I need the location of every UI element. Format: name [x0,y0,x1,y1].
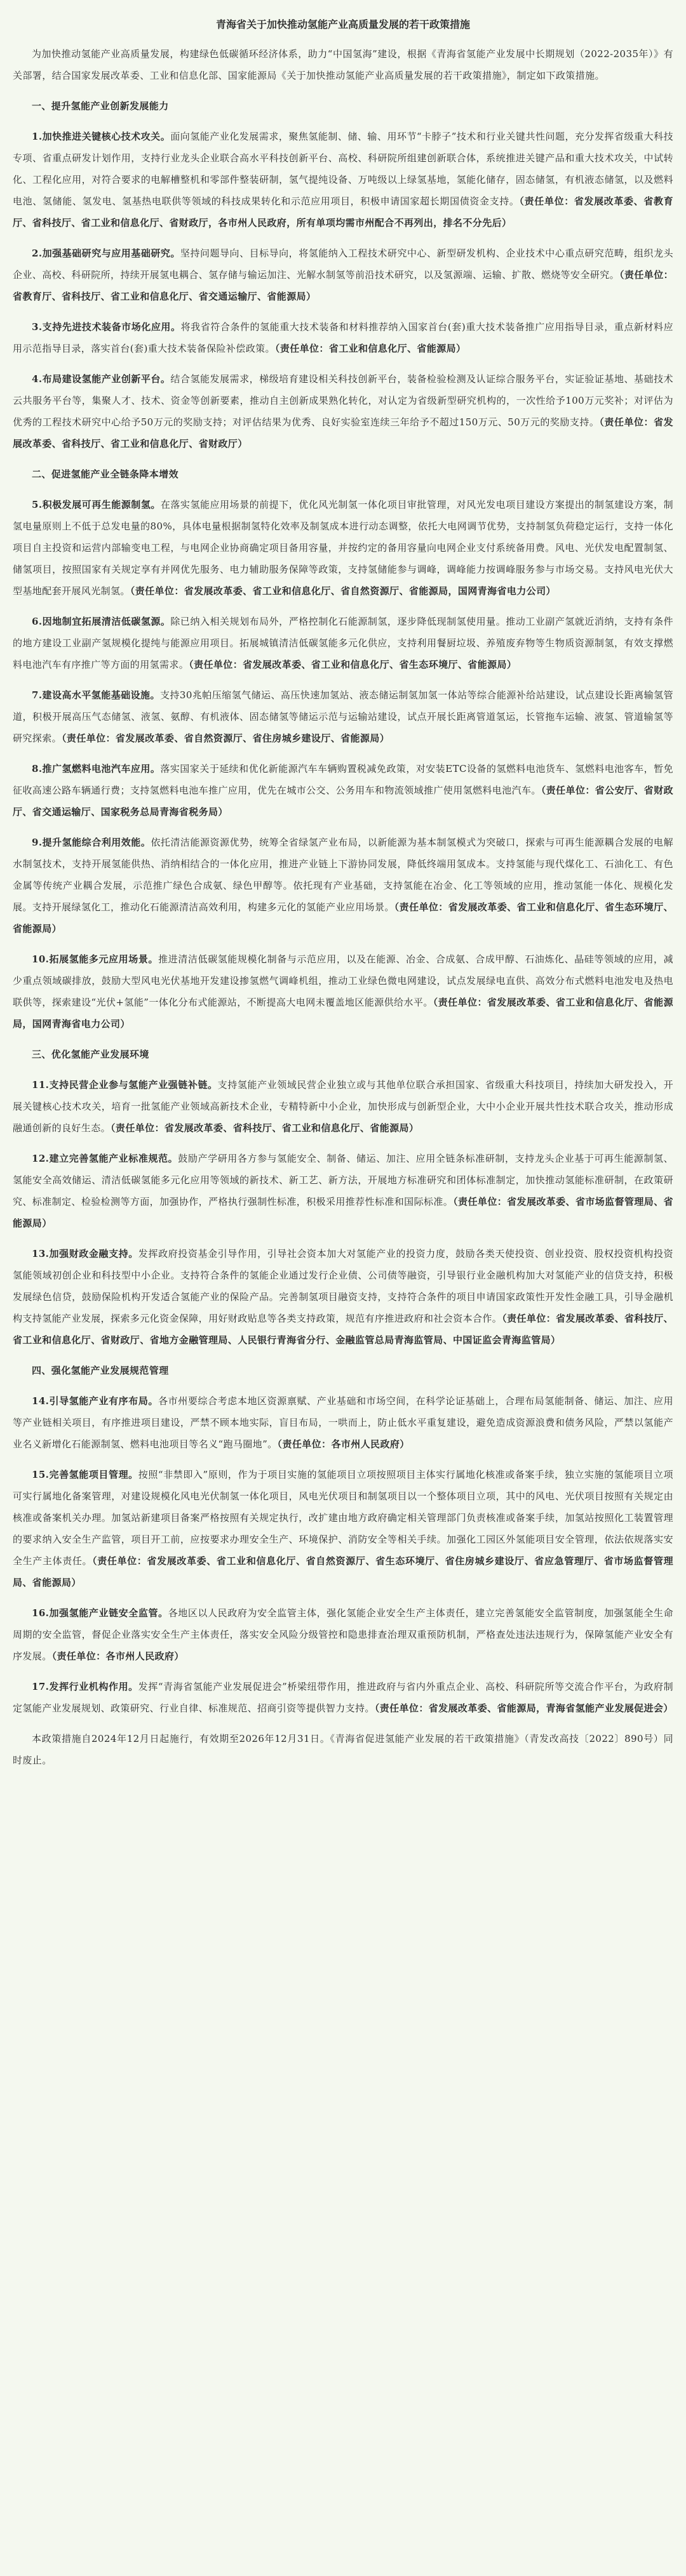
policy-item [13,1148,673,1234]
item-lead: 2.加强基础研究与应用基础研究。 [32,248,180,259]
section-heading: 四、强化氢能产业发展规范管理 [32,1365,169,1376]
document-title: 青海省关于加快推动氢能产业高质量发展的若干政策措施 [215,18,470,30]
policy-item [13,494,673,602]
policy-item [13,126,673,234]
responsible-units: （责任单位：省发展改革委、省市场监督管理局、省能源局） [13,1196,673,1229]
policy-item [13,611,673,675]
item-lead: 5.积极发展可再生能源制氢。 [32,499,161,510]
item-body: 按照“非禁即入”原则，作为于项目实施的氢能项目立项按照项目主体实行属地化核准或备案手续，独立实施的氢能项目立项可实行属地化备案管理，对建设规模化风电光伏制氢一体化项目，风电光伏项目和制氢项目以一个整体项目立项，其中的风电、光伏项目按照有关规定由核准或备案机关办理。加氢站新建项目备案严格按照有关规定执行，改扩建由地方政府确定相关管理部门负责核准或备案手续，加氢站按照化工装置管理的要求纳入安全生产监管，项目开工前，应按要求办理安全生产、环境保护、消防安全等相关手续。加强化工园区外氢能项目安全管理，依法依规落实安全生产主体责任。 [13,1469,673,1567]
section-heading: 一、提升氢能产业创新发展能力 [32,100,169,112]
policy-item [13,684,673,749]
policy-item [13,832,673,939]
policy-item [13,1464,673,1593]
item-lead: 14.引导氢能产业有序布局。 [32,1395,159,1407]
item-lead: 9.提升氢能综合利用效能。 [32,837,151,848]
item-body: 坚持问题导向、目标导向，将氢能纳入工程技术研究中心、新型研发机构、企业技术中心重点研究范畴，组织龙头企业、高校、科研院所，持续开展氢电耦合、氢存储与输运加注、光解水制氢等前沿技术研究，以及氢源端、运输、扩散、燃烧等安全研究。 [13,248,673,281]
policy-item [13,1074,673,1139]
policy-item [13,1676,673,1719]
responsible-units: （责任单位：省发展改革委、省科技厅、省工业和信息化厅、省能源局） [111,1122,419,1134]
policy-item [13,1390,673,1455]
item-body: 依托清洁能源资源优势，统筹全省绿氢产业布局，以新能源为基本制氢模式为突破口，探索与可再生能源耦合发展的电解水制氢技术，支持开展氢能供热、消纳相结合的一体化应用，推进产业链上下游协同发展，降低终端用氢成本。支持氢能与现代煤化工、石油化工、有色金属等传统产业耦合发展，示范推广绿色合成氨、绿色甲醇等。依托现有产业基础，支持氢能在冶金、化工等领域的应用，推动氢能一体化、规模化发展。支持开展绿氢化工，推动化石能源清洁高效利用，构建多元化的氢能产业应用场景。 [13,837,673,913]
policy-item [13,1602,673,1667]
item-body: 发挥政府投资基金引导作用，引导社会资本加大对氢能产业的投资力度，鼓励各类天使投资、创业投资、股权投资机构投资氢能领域初创企业和科技型中小企业。支持符合条件的氢能企业通过发行企业债、公司债等融资，引导银行业金融机构加大对氢能产业的信贷支持，积极发展绿色信贷，鼓励保险机构开发适合氢能产业的保险产品。完善制氢项目融资支持，支持符合条件的项目申请国家政策性开发性金融工具，引导金融机构支持氢能产业发展，探索多元化资金保障，用好财政贴息等各类支持政策，规范有序推进政府和社会资本合作。 [13,1248,673,1324]
item-lead: 17.发挥行业机构作用。 [32,1681,138,1692]
responsible-units: （责任单位：省发展改革委、省工业和信息化厅、省自然资源厅、省生态环境厅、省住房城乡建设厅、省应急管理厅、省市场监督管理局、省能源局） [13,1555,674,1588]
policy-item [13,758,673,823]
item-lead: 8.推广氢燃料电池汽车应用。 [32,763,161,774]
item-body: 将我省符合条件的氢能重大技术装备和材料推荐纳入国家首台(套)重大技术装备推广应用指导目录，重点新材料应用示范指导目录，落实首台(套)重大技术装备保险补偿政策。 [13,321,674,354]
item-lead: 4.布局建设氢能产业创新平台。 [32,373,171,385]
policy-item [13,316,673,359]
section-heading: 二、促进氢能产业全链条降本增效 [32,468,179,480]
item-body: 支持氢能产业领域民营企业独立或与其他单位联合承担国家、省级重大科技项目，持续加大研发投入，开展关键核心技术攻关，培育一批氢能产业领域高新技术企业，专精特新中小企业，加快形成与创新型企业，大中小企业开展共性技术联合攻关，推动形成融通创新的良好生态。 [13,1079,673,1134]
responsible-units: （责任单位：省发展改革委、省科技厅、省工业和信息化厅、省财政厅） [13,416,673,449]
responsible-units: （责任单位：各市州人民政府） [51,1650,184,1662]
responsible-units: （责任单位：省发展改革委、省工业和信息化厅、省生态环境厅、省能源局） [189,659,517,670]
closing-paragraph: 本政策措施自2024年12月日起施行，有效期至2026年12月31日。《青海省促进氢能产业发展的若干政策措施》（青发改高技〔2022〕890号）同时废止。 [13,1733,673,1766]
item-body: 鼓励产学研用各方参与氢能安全、制备、储运、加注、应用全链条标准研制，支持龙头企业基于可再生能源制氢、氢能安全高效储运、清洁低碳氢能多元化应用等领域的新技术、新工艺、新方法，开展地方标准研究和团体标准制定，加快推动氢能标准研制，在政策研究、标准制定、检验检测等方面，加强协作，严格执行强制性标准，积极采用推荐性标准和国际标准。 [13,1153,673,1207]
item-lead: 15.完善氢能项目管理。 [32,1469,138,1480]
responsible-units: （责任单位：省公安厅、省财政厅、省交通运输厅、国家税务总局青海省税务局） [13,785,673,818]
item-lead: 13.加强财政金融支持。 [32,1248,138,1259]
responsible-units: （责任单位：省工业和信息化厅、省能源局） [274,343,466,354]
policy-item [13,368,673,455]
item-lead: 1.加快推进关键核心技术攻关。 [32,131,171,142]
policy-item [13,242,673,307]
item-lead: 16.加强氢能产业链安全监管。 [32,1607,168,1619]
item-lead: 12.建立完善氢能产业标准规范。 [32,1153,178,1164]
responsible-units: （责任单位：省发展改革委、省科技厅、省工业和信息化厅、省财政厅、省地方金融管理局、人民银行青海省分行、金融监管总局青海监管局、中国证监会青海监管局） [13,1313,673,1346]
item-lead: 6.因地制宜拓展清洁低碳氢源。 [32,616,171,627]
item-body: 发挥“青海省氢能产业发展促进会”桥梁纽带作用，推进政府与省内外重点企业、高校、科研院所等交流合作平台，为政府制定氢能产业发展规划、政策研究、行业自律、标准规范、招商引资等提供智力支持。 [13,1681,673,1714]
policy-item [13,1243,673,1351]
item-body: 面向氢能产业化发展需求，聚焦氢能制、储、输、用环节“卡脖子”技术和行业关键共性问题，充分发挥省级重大科技专项、省重点研发计划作用，支持行业龙头企业联合高水平科技创新平台、高校、科研院所组建创新联合体，系统推进关键产品和重大技术攻关，中试转化、工程化应用，对符合要求的电解槽整机和零部件整装研制，氢气提纯设备、万吨级以上绿氢基地，氢能化储存，固态储氢，有机液态储氢，以及燃料电池、氢储能、氢发电、氢基热电联供等领域的科技成果转化和示范应用项目，积极申请国家超长期国债资金支持。 [13,131,673,207]
item-body: 在落实氢能应用场景的前提下，优化风光制氢一体化项目审批管理，对风光发电项目建设方案提出的制氢建设方案，制氢电量原则上不低于总发电量的80%，具体电量根据制氢特化效率及制氢成本进行动态调整，依托大电网调节优势，支持制氢负荷稳定运行，支持一体化项目自主投资和运营内部输变电工程，与电网企业协商确定项目备用容量，并按约定的备用容量向电网企业支付系统备用费。风电、光伏发电配置制氢、储氢项目，按照国家有关规定享有并网优先服务、电力辅助服务保障等政策，支持氢储能参与调峰，调峰能力按调峰服务参与市场交易。支持风电光伏大型基地配套开展风光制氢。 [13,499,673,597]
item-body: 落实国家关于延续和优化新能源汽车车辆购置税减免政策，对安装ETC设备的氢燃料电池货车、氢燃料电池客车，暂免征收高速公路车辆通行费；支持氢燃料电池车推广应用，优先在城市公交、公务用车和物流领域推广使用氢燃料电池汽车。 [13,763,673,796]
item-lead: 3.支持先进技术装备市场化应用。 [32,321,181,333]
policy-item [13,948,673,1035]
responsible-units: （责任单位：省发展改革委、省能源局，青海省氢能产业发展促进会） [374,1703,673,1714]
responsible-units: （责任单位：省教育厅、省科技厅、省工业和信息化厅、省交通运输厅、省能源局） [13,269,673,302]
section-heading: 三、优化氢能产业发展环境 [32,1049,149,1060]
responsible-units: （责任单位：省发展改革委、省工业和信息化厅、省生态环境厅、省能源局） [13,901,674,934]
item-body: 除已纳入相关规划布局外，严格控制化石能源制氢，逐步降低现制氢使用量。推动工业副产氢就近消纳，支持有条件的地方建设工业副产氢规模化提纯与能源应用项目。拓展城镇清洁低碳氢能多元化供应，支持利用餐厨垃圾、养殖废弃物等生物质资源制氢，有效支撑燃料电池汽车有序推广等方面的用氢需求。 [13,616,674,670]
responsible-units: （责任单位：省发展改革委、省自然资源厅、省住房城乡建设厅、省能源局） [62,733,390,744]
item-lead: 7.建设高水平氢能基础设施。 [32,689,160,701]
item-body: 结合氢能发展需求，梯级培育建设相关科技创新平台，装备检验检测及认证综合服务平台，实证验证基地、基础技术云共服务平台等，集聚人才、技术、资金等创新要素，推动自主创新成果熟化转化，对认定为省级新型研究机构的，一次性给予100万元奖补；对评估为优秀的工程技术研究中心给予50万元的奖励支持；对评估结果为优秀、良好实验室连续三年给予不超过150万元、50万元的奖励支持。 [13,373,674,428]
item-lead: 10.拓展氢能多元应用场景。 [32,953,159,965]
item-body: 支持30兆帕压缩氢气储运、高压快速加氢站、液态储运制氢加氢一体站等综合能源补给站建设，试点建设长距离输氢管道，积极开展高压气态储氢、液氢、氨醇、有机液体、固态储氢等储运示范与运输站建设，试点开展长距离管道氢运，长管拖车运输、液氢、管道输氢等研究探索。 [13,689,673,744]
responsible-units: （责任单位：省发展改革委、省工业和信息化厅、省自然资源厅、省能源局，国网青海省电力公司） [130,585,556,597]
responsible-units: （责任单位：省发展改革委、省教育厅、省科技厅、省工业和信息化厅、省财政厅，各市州人民政府，所有单项均需市州配合不再列出，排名不分先后） [13,196,673,229]
responsible-units: （责任单位：省发展改革委、省工业和信息化厅、省能源局，国网青海省电力公司） [13,997,673,1030]
document-body [13,95,673,1719]
responsible-units: （责任单位：各市州人民政府） [277,1438,410,1450]
intro-paragraph: 为加快推动氢能产业高质量发展，构建绿色低碳循环经济体系，助力“中国氢海”建设，根据《青海省氢能产业发展中长期规划（2022-2035年）》有关部署，结合国家发展改革委、工业和信息化部、国家能源局《关于加快推动氢能产业高质量发展的若干政策措施》，制定如下政策措施。 [13,48,673,81]
item-lead: 11.支持民营企业参与氢能产业强链补链。 [32,1079,218,1091]
item-body: 推进清洁低碳氢能规模化制备与示范应用，以及在能源、冶金、合成氨、合成甲醇、石油炼化、晶硅等领域的应用，减少重点领域碳排放，鼓励大型风电光伏基地开发建设掺氢燃气调峰机组，推动工业绿色微电网建设，试点发展绿电直供、高效分布式燃料电池发电及热电联供等，探索建设“光伏+氢能”一体化分布式能源站，不断提高大电网未覆盖地区能源供给水平。 [13,953,673,1008]
item-body: 各地区以人民政府为安全监管主体，强化氢能企业安全生产主体责任，建立完善氢能安全监管制度，加强氢能全生命周期的安全监管，督促企业落实安全生产主体责任，落实安全风险分级管控和隐患排查治理双重预防机制，严格查处违法违规行为，保障氢能产业安全有序发展。 [13,1607,674,1662]
item-body: 各市州要综合考虑本地区资源禀赋、产业基础和市场空间，在科学论证基础上，合理布局氢能制备、储运、加注、应用等产业链相关项目，有序推进项目建设，严禁不顾本地实际，盲目布局，一哄而上，防止低水平重复建设，避免造成资源浪费和债务风险，严禁以氢能产业名义新增化石能源制氢、燃料电池项目等名义“跑马圈地”。 [13,1395,673,1450]
